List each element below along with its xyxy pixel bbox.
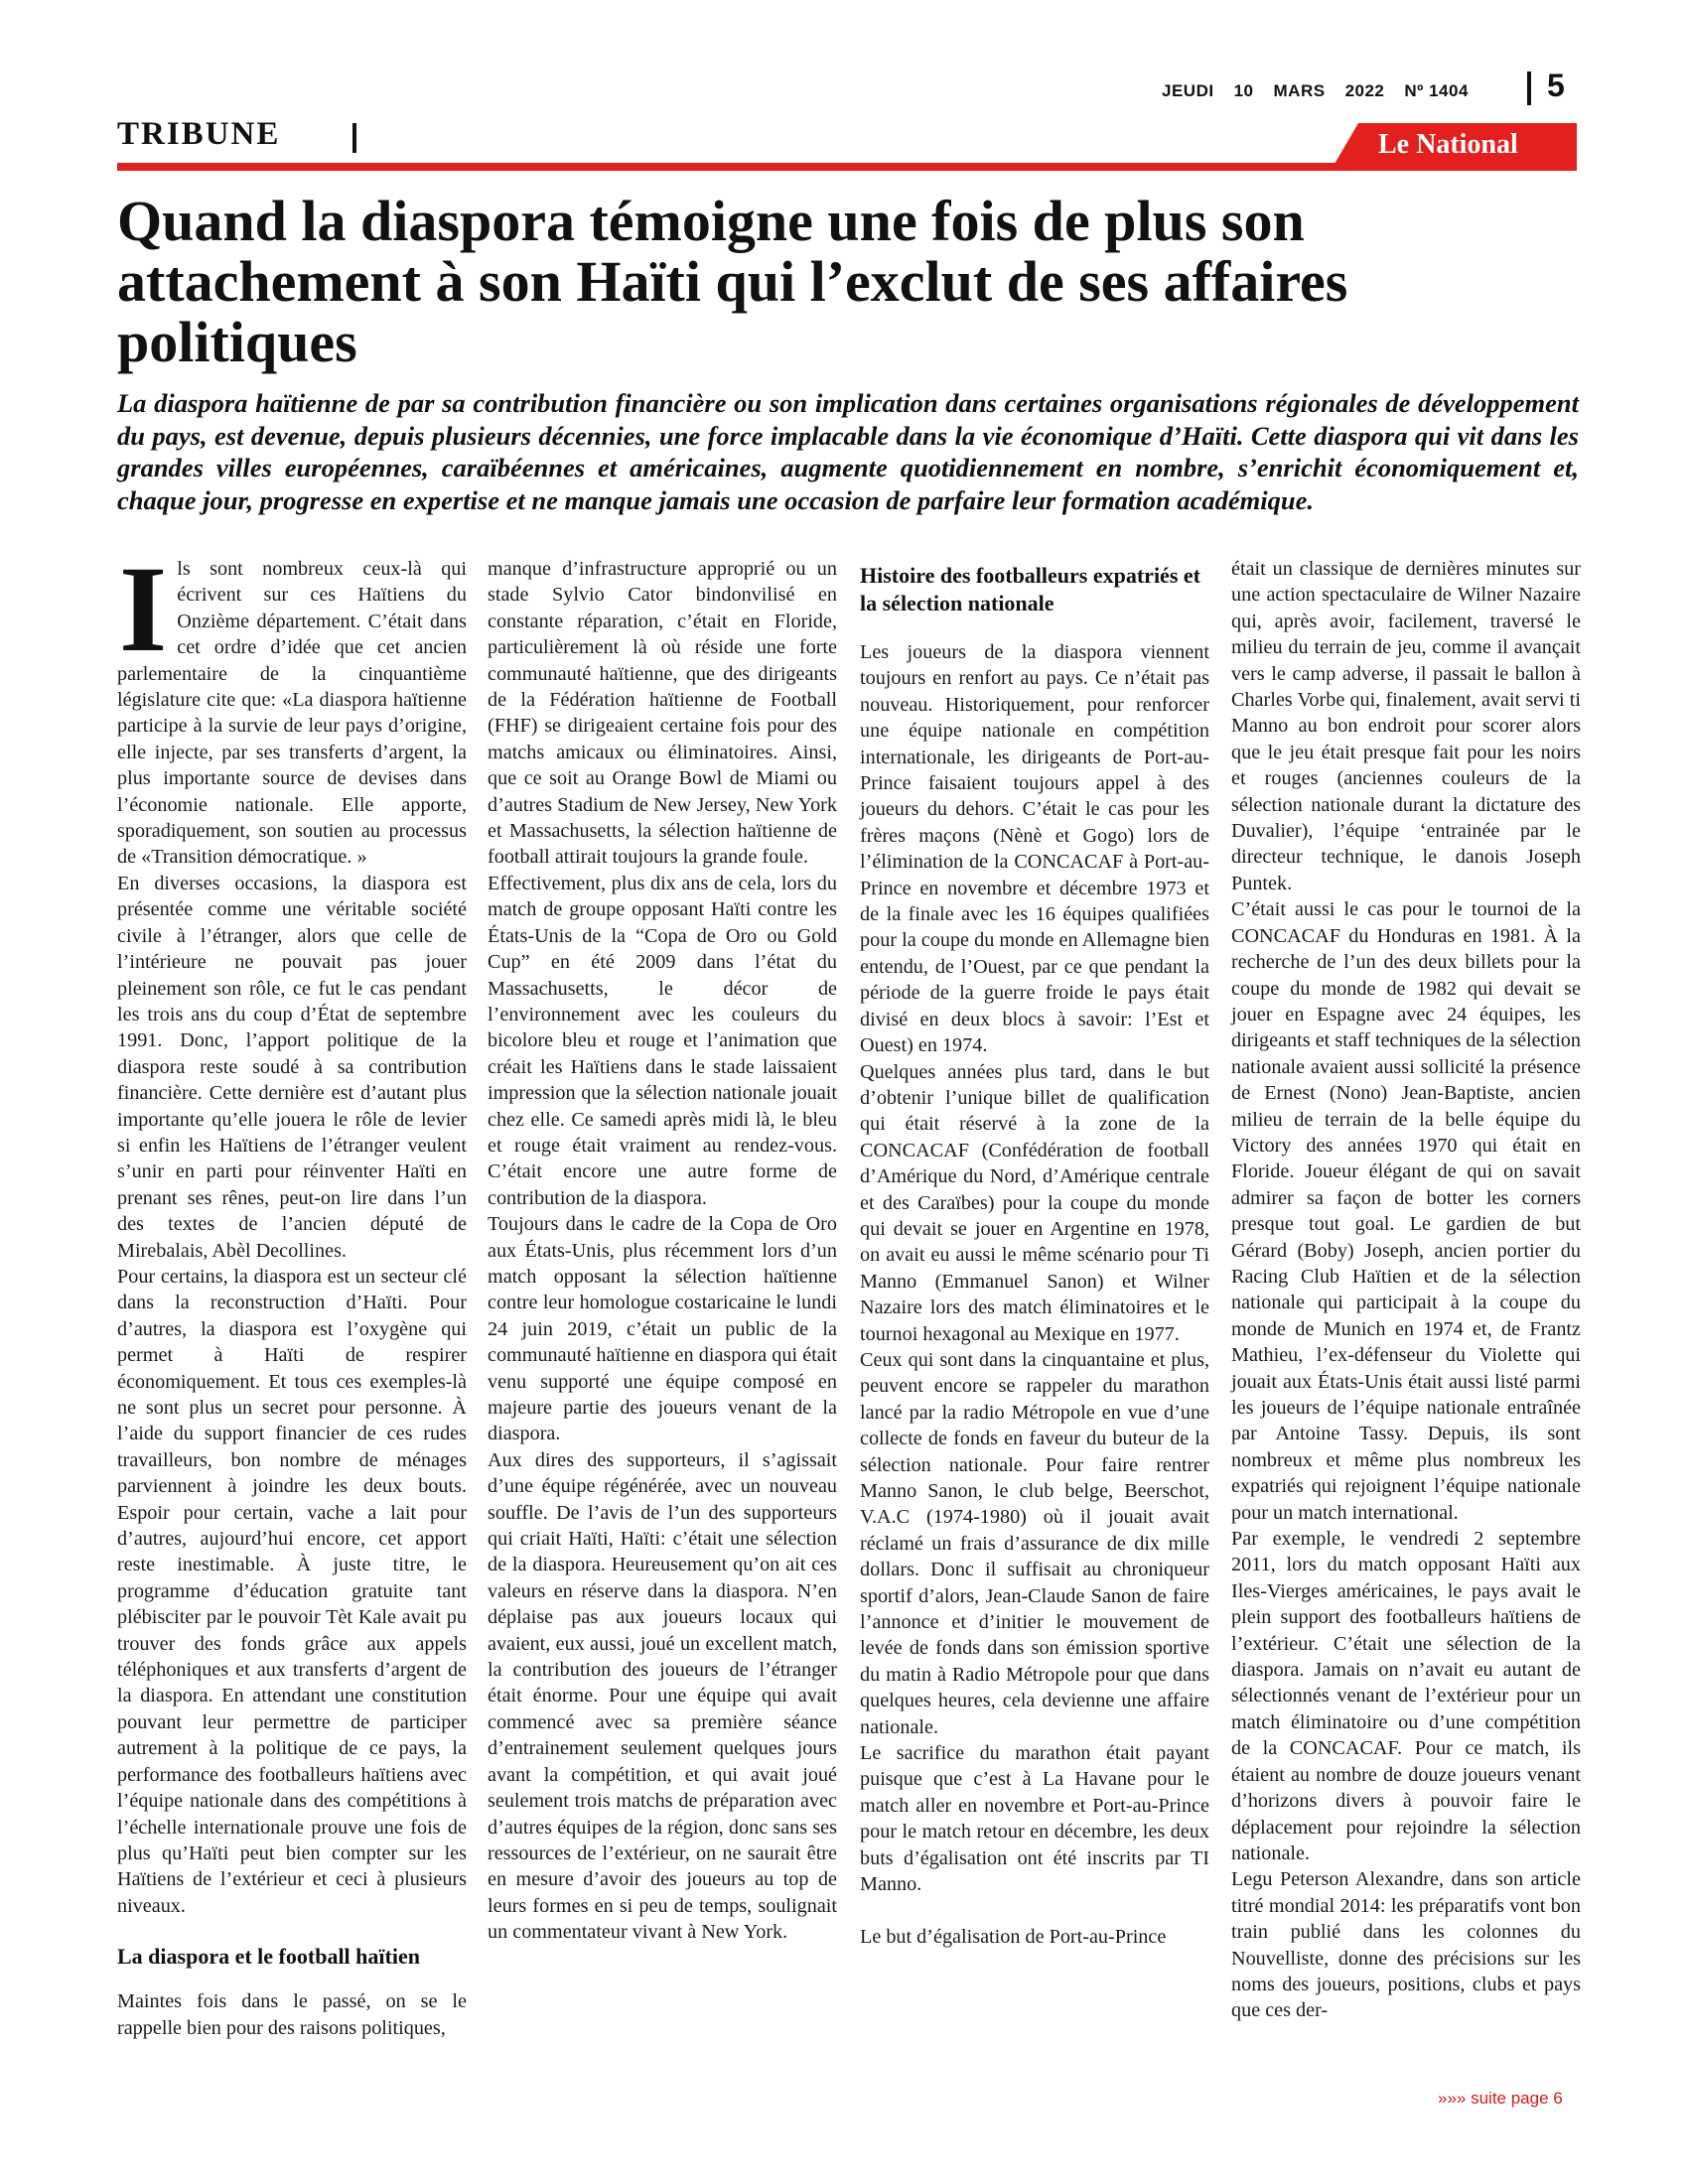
drop-cap: I xyxy=(119,541,168,677)
paragraph: Quelques années plus tard, dans le but d’obtenir l’unique billet de qualification qui était réservé à la zone de la CONCACAF (Confédération de football d’Amérique du Nord, d’Amérique centrale et des Caraïbes) pour la coupe du monde qui devait se jouer en Argentine en 1978, on avait eu aussi le même scénario pour Ti Manno (Emmanuel Sanon) et Wilner Nazaire lors des match éliminatoires et le tournoi hexagonal au Mexique en 1977. xyxy=(860,1060,1209,1345)
header-rule xyxy=(117,163,1577,171)
subheading: Histoire des footballeurs expatriés et la sélection nationale xyxy=(860,563,1200,615)
paragraph: Effectivement, plus dix ans de cela, lors du match de groupe opposant Haïti contre les États-Unis de la “Copa de Oro ou Gold Cup” en été 2009 dans l’état du Massachusetts, le décor de l’environnement avec les couleurs du bicolore bleu et rouge et l’animation que créait les Haïtiens dans le stade laissaient impression que la sélection nationale jouait chez elle. Ce samedi après midi là, le bleu et rouge était vraiment au rendez-vous. C’était encore une autre forme de contribution de la diaspora. xyxy=(488,872,837,1209)
article-column-4 xyxy=(1231,556,1581,2024)
article-headline: Quand la diaspora témoigne une fois de plus son attachement à son Haïti qui l’exclut de ses affaires politiques xyxy=(117,189,1348,374)
paragraph: Maintes fois dans le passé, on se le rappelle bien pour des raisons politiques, xyxy=(117,1990,467,2039)
paragraph: Pour certains, la diaspora est un secteur clé dans la reconstruction d’Haïti. Pour d’autres, la diaspora est l’oxygène qui permet à Haïti de respirer économiquement. Et tous ces exemples-là ne sont plus un secret pour personne. À l’aide du support financier de ces rudes travailleurs, bon nombre de ménages parviennent à joindre les deux bouts. Espoir pour certain, vache a lait pour d’autres, aujourd’hui encore, cet apport reste inestimable. À juste titre, le programme d’éducation gratuite tant plébisciter par le pouvoir Tèt Kale avait pu trouver des fonds grâce aux appels téléphoniques et aux transferts d’argent de la diaspora. En attendant une constitution pouvant leur permettre de participer autrement à la politique de ce pays, la performance des footballeurs haïtiens avec l’équipe nationale dans des compétitions à l’échelle internationale prouve une fois de plus qu’Haïti peut bien compter sur les Haïtiens de l’extérieur et ceci à plusieurs niveaux. xyxy=(117,1265,467,1917)
page-number: 5 xyxy=(1547,68,1565,103)
issue-day: JEUDI xyxy=(1162,81,1214,100)
article-column-3 xyxy=(860,556,1209,1950)
issue-year: 2022 xyxy=(1344,81,1385,100)
paragraph: Toujours dans le cadre de la Copa de Oro aux États-Unis, plus récemment lors d’un match opposant la sélection haïtienne contre leur homologue costaricaine le lundi 24 juin 2019, c’était un public de la communauté haïtienne en diaspora qui était venu supporté une équipe composé en majeure partie des joueurs venant de la diaspora. xyxy=(488,1213,837,1445)
paragraph: Les joueurs de la diaspora viennent toujours en renfort au pays. Ce n’était pas nouveau. Historiquement, pour renforcer une équipe nationale en compétition internationale, les dirigeants de Port-au-Prince faisaient toujours appel à des joueurs du dehors. C’était le cas pour les frères maçons (Nènè et Gogo) lors de l’élimination de la CONCACAF à Port-au-Prince en novembre et décembre 1973 et de la finale avec les 16 équipes qualifiées pour la coupe du monde en Allemagne bien entendu, de l’Ouest, par ce que pendant la période de la guerre froide le pays était divisé en deux blocs à savoir: l’Est et Ouest) en 1974. xyxy=(860,641,1209,1057)
paragraph xyxy=(117,541,467,871)
issue-number: Nº 1404 xyxy=(1404,81,1469,100)
brand-name: Le National xyxy=(1378,129,1518,160)
paragraph: était un classique de dernières minutes sur une action spectaculaire de Wilner Nazaire qui, après avoir, facilement, traversé le milieu du terrain de jeu, comme il avançait vers le camp adverse, il passait le ballon à Charles Vorbe qui, finalement, avait servi ti Manno au bon endroit pour scorer alors que le jeu était presque fait pour les noirs et rouges (anciennes couleurs de la sélection nationale durant la dictature des Duvalier), l’équipe ‘entrainée par le directeur technique, le danois Joseph Puntek. xyxy=(1231,558,1581,894)
continuation-link[interactable]: »»» suite page 6 xyxy=(1438,2089,1563,2108)
paragraph: Le sacrifice du marathon était payant puisque que c’est à La Havane pour le match aller en novembre et Port-au-Prince pour le match retour en décembre, les deux buts d’égalisation ont été inscrits par TI Manno. xyxy=(860,1742,1209,1896)
article-standfirst: La diaspora haïtienne de par sa contribution financière ou son implication dans certaines organisations régionales de développement du pays, est devenue, depuis plusieurs décennies, une force implacable dans la vie économique d’Haïti. Cette diaspora qui vit dans les grandes villes européennes, caraïbéennes et américaines, augmente quotidiennement en nombre, s’enrichit économiquement et, chaque jour, progresse en expertise et ne manque jamais une occasion de parfaire leur formation académique. xyxy=(117,388,1579,515)
page-number-divider xyxy=(1527,71,1531,105)
subheading: La diaspora et le football haïtien xyxy=(117,1944,420,1970)
article-column-2 xyxy=(488,556,837,1946)
paragraph: En diverses occasions, la diaspora est présentée comme une véritable société civile à l’étranger, alors que celle de l’intérieure ne pouvait pas jouer pleinement son rôle, ce fut le cas pendant les trois ans du coup d’État de septembre 1991. Donc, l’apport politique de la diaspora reste soudé à sa contribution financière. Cette dernière est d’autant plus importante qu’elle jouera le rôle de levier si enfin les Haïtiens de l’étranger veulent s’unir en parti pour réinventer Haïti en prenant ses rênes, peut-on lire dans l’un des textes de l’ancien député de Mirebalais, Abèl Decollines. xyxy=(117,872,467,1262)
article-column-1 xyxy=(117,541,467,2041)
paragraph: Ceux qui sont dans la cinquantaine et plus, peuvent encore se rappeler du marathon lancé par la radio Métropole en vue d’une collecte de fonds en faveur du buteur de la sélection nationale. Pour faire rentrer Manno Sanon, le club belge, Beerschot, V.A.C (1974-1980) où il jouait avait réclamé un frais d’assurance de dix mille dollars. Donc il suffisait au chroniqueur sportif d’alors, Jean-Claude Sanon de faire l’annonce et d’initier le mouvement de levée de fonds dans son émission sportive du matin à Radio Métropole pour que dans quelques heures, cela devienne une affaire nationale. xyxy=(860,1348,1209,1738)
section-label: TRIBUNE xyxy=(117,116,281,152)
paragraph-text: ls sont nombreux ceux-là qui écrivent sur ces Haïtiens du Onzième département. C’était dans cet ordre d’idée que cet ancien parlementaire de la cinquantième législature cite que: «La diaspora haïtienne participe à la survie de leur pays d’origine, elle injecte, par ses transferts d’argent, la plus importante source de devises dans l’économie nationale. Elle apporte, sporadiquement, son soutien au processus de «Transition démocratique. » xyxy=(117,558,467,869)
issue-date-line xyxy=(1162,81,1489,101)
paragraph: Le but d’égalisation de Port-au-Prince xyxy=(860,1925,1167,1948)
paragraph: Par exemple, le vendredi 2 septembre 2011, lors du match opposant Haïti aux Iles-Vierges américaines, le pays avait le plein support des footballeurs haïtiens de l’extérieur. C’était une sélection de la diaspora. Jamais on n’avait eu autant de sélectionnés venant de l’extérieur pour un match éliminatoire ou d’une compétition de la CONCACAF. Pour ce match, ils étaient au nombre de douze joueurs venant d’horizons divers à pouvoir faire le déplacement pour rejoindre la sélection nationale. xyxy=(1231,1528,1581,1864)
paragraph: C’était aussi le cas pour le tournoi de la CONCACAF du Honduras en 1981. À la recherche de l’un des deux billets pour la coupe du monde de 1982 qui devait se jouer en Espagne avec 24 équipes, les dirigeants et staff techniques de la sélection nationale avaient aussi sollicité la présence de Ernest (Nono) Jean-Baptiste, ancien milieu de terrain de la belle équipe du Victory des années 1970 qui était en Floride. Joueur élégant de qui on savait admirer sa façon de botter les corners presque tout goal. Le gardien de but Gérard (Boby) Joseph, ancien portier du Racing Club Haïtien et de la sélection nationale qui participait à la coupe du monde de Munich en 1974 et, de Frantz Mathieu, l’ex-défenseur du Violette qui jouait aux États-Unis était aussi listé parmi les joueurs de l’équipe nationale entraînée par Antoine Tassy. Depuis, ils sont nombreux et même plus nombreux les expatriés qui rejoignent l’équipe nationale pour un match international. xyxy=(1231,898,1581,1524)
paragraph: Aux dires des supporteurs, il s’agissait d’une équipe régénérée, avec un nouveau souffle. De l’avis de l’un des supporteurs qui criait Haïti, Haïti: c’était une sélection de la diaspora. Heureusement qu’on ait ces valeurs en réserve dans la diaspora. N’en déplaise pas aux joueurs locaux qui avaient, eux aussi, joué un excellent match, la contribution des joueurs de l’étranger était énorme. Pour une équipe qui avait commencé avec sa première séance d’entrainement seulement quelques jours avant la compétition, et qui avait joué seulement trois matchs de préparation avec d’autres équipes de la région, donc sans ses ressources de l’extérieur, on ne saurait être en mesure d’avoir des joueurs au top de leurs formes en si peu de temps, soulignait un commentateur vivant à New York. xyxy=(488,1448,837,1944)
section-divider xyxy=(352,123,356,153)
issue-month: MARS xyxy=(1273,81,1326,100)
paragraph: manque d’infrastructure approprié ou un stade Sylvio Cator bindonvilisé en constante réparation, c’était en Floride, particulièrement là où réside une forte communauté haïtienne, que des dirigeants de la Fédération haïtienne de Football (FHF) se dirigeaient certaine fois pour des matchs amicaux ou éliminatoires. Ainsi, que ce soit au Orange Bowl de Miami ou d’autres Stadium de New Jersey, New York et Massachusetts, la sélection haïtienne de football attirait toujours la grande foule. xyxy=(488,558,837,869)
issue-date-number: 10 xyxy=(1233,81,1254,100)
paragraph: Legu Peterson Alexandre, dans son article titré mondial 2014: les préparatifs vont bon train publié dans les colonnes du Nouvelliste, donne des précisions sur les noms des joueurs, positions, clubs et pays que ces der- xyxy=(1231,1868,1581,2022)
